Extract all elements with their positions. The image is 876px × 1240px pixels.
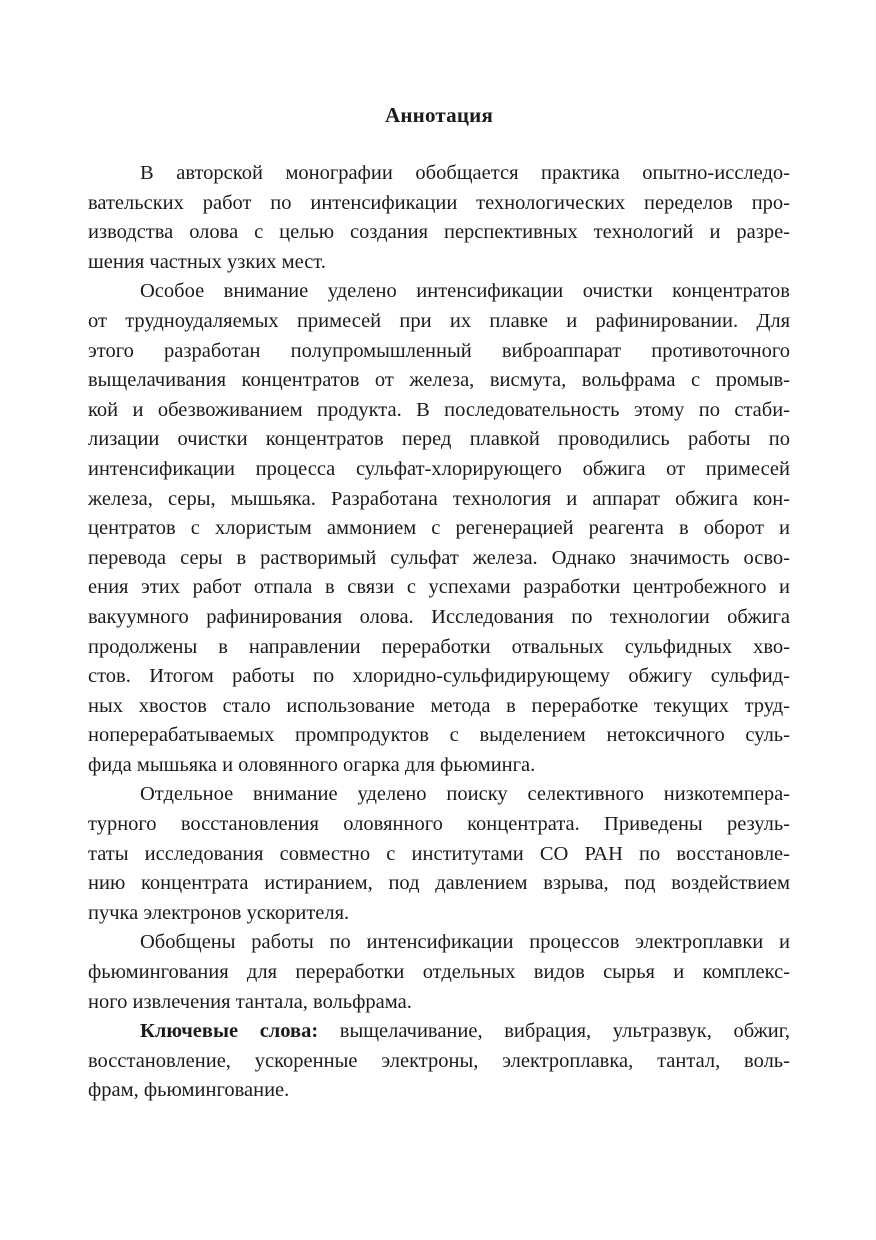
paragraph-line: железа, серы, мышьяка. Разработана технология и аппарат обжига кон- <box>88 487 790 510</box>
paragraph-line: ного извлечения тантала, вольфрама. <box>88 990 412 1013</box>
paragraph-line: восстановление, ускоренные электроны, электроплавка, тантал, воль- <box>88 1049 790 1072</box>
paragraph-line: таты исследования совместно с институтами СО РАН по восстановле- <box>88 842 790 865</box>
paragraph-line: ения этих работ отпала в связи с успехами разработки центробежного и <box>88 576 790 599</box>
paragraph-electrosmelting <box>88 928 790 1017</box>
paragraph-line: Отдельное внимание уделено поиску селективного низкотемпера- <box>140 783 790 806</box>
paragraph-line: В авторской монографии обобщается практика опытно-исследо- <box>140 162 790 184</box>
page-title: Аннотация <box>384 103 494 127</box>
paragraph-line: от трудноудаляемых примесей при их плавке и рафинировании. Для <box>88 309 790 332</box>
paragraph-line: фьюмингования для переработки отдельных видов сырья и комплекс- <box>88 961 790 984</box>
paragraph-line: центратов с хлористым аммонием с регенерацией реагента в оборот и <box>88 517 790 540</box>
paragraph-line: пучка электронов ускорителя. <box>88 901 350 924</box>
keywords-label: Ключевые слова: <box>140 1020 319 1043</box>
paragraph-line: фида мышьяка и оловянного огарка для фьюминга. <box>88 753 536 776</box>
paragraph-line: вательских работ по интенсификации технологических переделов про- <box>88 191 790 214</box>
paragraph-line: изводства олова с целью создания перспективных технологий и разре- <box>88 221 790 244</box>
paragraph-purification <box>88 277 790 780</box>
paragraph-line: этого разработан полупромышленный виброаппарат противоточного <box>88 339 790 362</box>
paragraph-line: кой и обезвоживанием продукта. В последовательность этому по стаби- <box>88 398 790 421</box>
paragraph-line: выщелачивания концентратов от железа, висмута, вольфрама с промыв- <box>88 369 790 392</box>
annotation-page <box>88 100 790 1106</box>
paragraph-line: ноперерабатываемых промпродуктов с выделением нетоксичного суль- <box>88 724 790 747</box>
paragraph-line: стов. Итогом работы по хлоридно-сульфидирующему обжигу сульфид- <box>88 665 790 688</box>
paragraph-line: фрам, фьюмингование. <box>88 1079 290 1102</box>
keywords-text: выщелачивание, вибрация, ультразвук, обжиг, <box>318 1020 790 1043</box>
paragraph-line: продолжены в направлении переработки отвальных сульфидных хво- <box>88 635 790 658</box>
paragraph-line: интенсификации процесса сульфат-хлорирующего обжига от примесей <box>88 457 790 480</box>
paragraph-line: лизации очистки концентратов перед плавкой проводились работы по <box>88 428 790 451</box>
paragraph-line: турного восстановления оловянного концентрата. Приведены резуль- <box>88 813 790 836</box>
paragraph-line: перевода серы в растворимый сульфат железа. Однако значимость осво- <box>88 546 790 569</box>
paragraph-line: ных хвостов стало использование метода в переработке текущих труд- <box>88 694 790 717</box>
paragraph-line: Особое внимание уделено интенсификации очистки концентратов <box>140 280 790 303</box>
paragraph-line: нию концентрата истиранием, под давлением взрыва, под воздействием <box>88 872 790 895</box>
paragraph-line: шения частных узких мест. <box>88 250 326 273</box>
paragraph-line: вакуумного рафинирования олова. Исследования по технологии обжига <box>88 605 790 628</box>
keywords-paragraph <box>88 1017 790 1106</box>
paragraph-line: Обобщены работы по интенсификации процессов электроплавки и <box>140 931 790 954</box>
paragraph-reduction <box>88 780 790 928</box>
paragraph-intro <box>88 159 790 277</box>
keywords-first-line <box>88 1017 790 1047</box>
